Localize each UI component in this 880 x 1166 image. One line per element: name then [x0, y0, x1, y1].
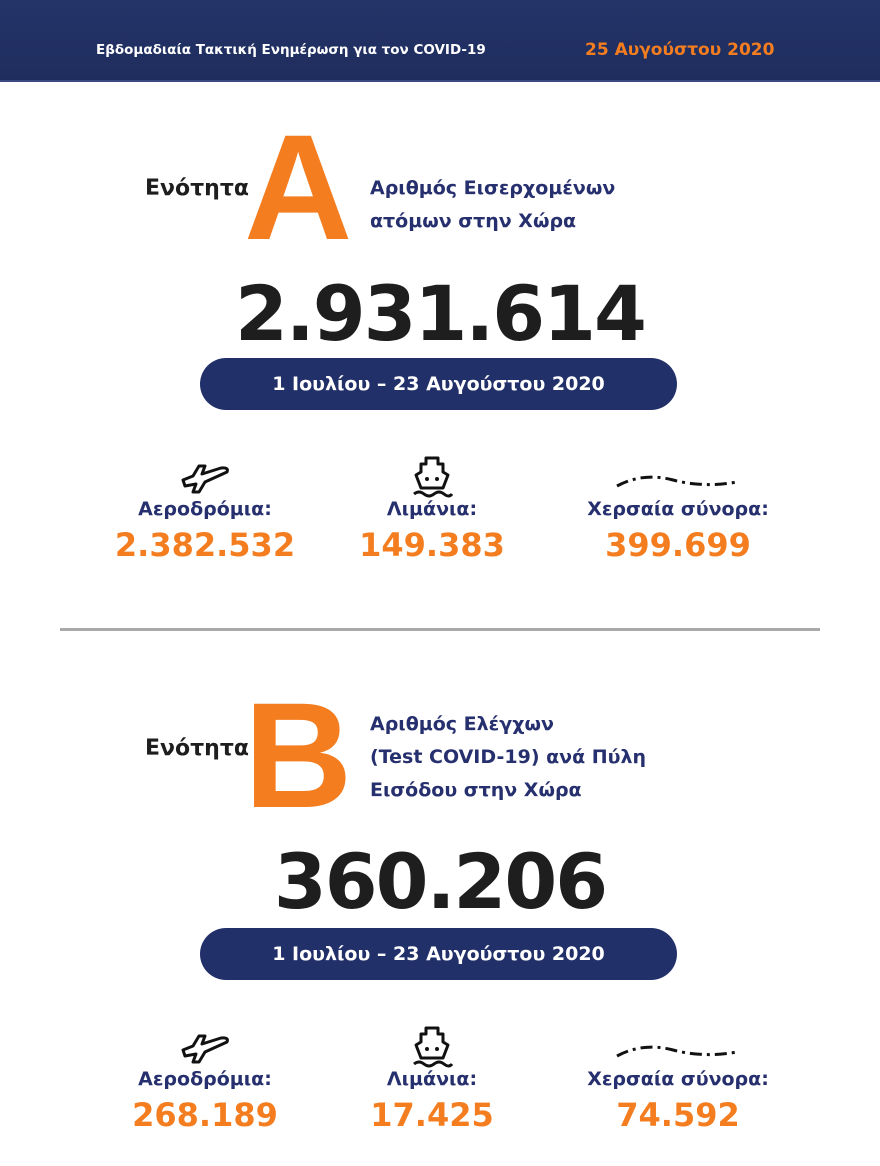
total-arrivals: 2.931.614	[235, 269, 645, 358]
section-label: Ενότητα	[145, 736, 249, 761]
stat-ports	[302, 452, 562, 564]
stat-ports	[302, 1022, 562, 1134]
stat-label: Αεροδρόμια:	[138, 1068, 272, 1090]
title-line: Αριθμός Εισερχομένων	[370, 177, 616, 199]
border-line-icon	[548, 1022, 808, 1068]
stat-airports	[75, 452, 335, 564]
stat-value: 2.382.532	[114, 526, 296, 564]
header-date: 25 Αυγούστου 2020	[585, 40, 775, 60]
stat-value: 268.189	[132, 1096, 278, 1134]
ship-icon	[302, 1022, 562, 1068]
airplane-icon	[75, 452, 335, 498]
stat-label: Χερσαία σύνορα:	[587, 498, 769, 520]
title-line: ατόμων στην Χώρα	[370, 210, 577, 232]
stat-value: 399.699	[605, 526, 751, 564]
section-letter-a: A	[244, 103, 353, 271]
stat-value: 74.592	[616, 1096, 740, 1134]
section-divider	[60, 628, 820, 631]
section-title	[370, 172, 615, 238]
section-letter-b: B	[244, 671, 353, 839]
section-title	[370, 708, 646, 807]
period-pill: 1 Ιουλίου – 23 Αυγούστου 2020	[200, 928, 677, 980]
title-line: Εισόδου στην Χώρα	[370, 779, 582, 801]
title-line: Αριθμός Ελέγχων	[370, 713, 554, 735]
stat-label: Αεροδρόμια:	[138, 498, 272, 520]
section-label: Ενότητα	[145, 176, 249, 201]
stat-label: Χερσαία σύνορα:	[587, 1068, 769, 1090]
stat-land-borders	[548, 452, 808, 564]
stat-label: Λιμάνια:	[386, 498, 478, 520]
header-title: Εβδομαδιαία Τακτική Ενημέρωση για τον COVID-19	[96, 42, 486, 58]
total-tests: 360.206	[273, 837, 607, 926]
ship-icon	[302, 452, 562, 498]
stat-land-borders	[548, 1022, 808, 1134]
stat-label: Λιμάνια:	[386, 1068, 478, 1090]
stat-value: 17.425	[370, 1096, 494, 1134]
airplane-icon	[75, 1022, 335, 1068]
border-line-icon	[548, 452, 808, 498]
title-line: (Test COVID-19) ανά Πύλη	[370, 746, 647, 768]
stat-airports	[75, 1022, 335, 1134]
period-pill: 1 Ιουλίου – 23 Αυγούστου 2020	[200, 358, 677, 410]
stat-value: 149.383	[359, 526, 505, 564]
header-bar	[0, 0, 880, 82]
